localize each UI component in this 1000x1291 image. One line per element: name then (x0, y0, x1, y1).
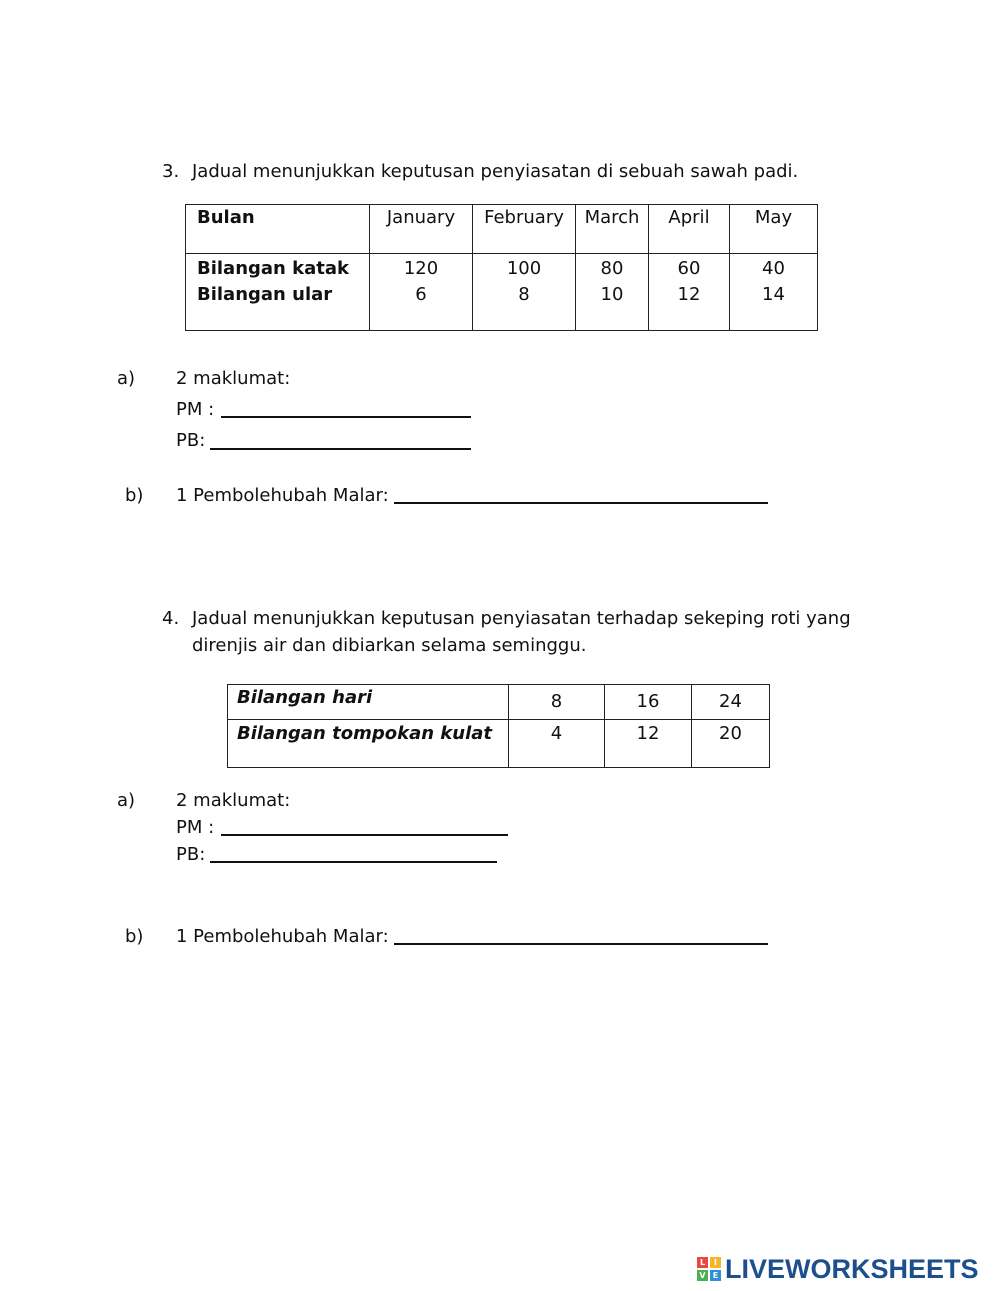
q3-ular-value: 14 (762, 284, 785, 305)
q3-a-text: 2 maklumat: (176, 368, 291, 389)
q3-header-label: Bulan (186, 205, 370, 254)
q3-katak-value: 100 (506, 258, 542, 279)
q3-pb-answer-field[interactable] (210, 448, 471, 450)
q4-b-text: 1 Pembolehubah Malar: (176, 926, 389, 947)
q3-katak-value: 120 (403, 258, 439, 279)
q3-data-cell (473, 254, 576, 331)
logo-mark-icon (697, 1257, 721, 1281)
q3-pm-label: PM : (176, 399, 215, 420)
q3-pb-label: PB: (176, 430, 206, 451)
q4-a-label: a) (117, 790, 136, 811)
q4-number: 4. (162, 608, 180, 629)
q3-ular-value: 12 (677, 284, 701, 305)
q3-data-cell (576, 254, 649, 331)
q3-pm-answer-field[interactable] (221, 416, 471, 418)
q3-katak-value: 40 (762, 258, 785, 279)
q4-pm-label: PM : (176, 817, 215, 838)
q4-hari-value: 24 (692, 685, 770, 720)
q4-hari-value: 16 (605, 685, 692, 720)
q3-table (185, 204, 818, 331)
q4-hari-value: 8 (509, 685, 605, 720)
q3-ular-value: 10 (600, 284, 624, 305)
q4-question-line2: direnjis air dan dibiarkan selama seminggu. (192, 635, 587, 656)
q4-b-label: b) (125, 926, 144, 947)
q4-kulat-value: 20 (692, 720, 770, 768)
logo-letter: I (710, 1257, 721, 1268)
q4-malar-answer-field[interactable] (394, 943, 768, 945)
q3-ular-value: 6 (415, 284, 427, 305)
logo-letter: L (697, 1257, 708, 1268)
q4-row2-label: Bilangan tompokan kulat (228, 720, 509, 768)
q3-data-cell (730, 254, 818, 331)
q3-row1-label: Bilangan katak (197, 258, 349, 279)
q3-ular-value: 8 (518, 284, 530, 305)
q4-pm-answer-field[interactable] (221, 834, 508, 836)
q4-kulat-value: 4 (509, 720, 605, 768)
q4-a-text: 2 maklumat: (176, 790, 291, 811)
q3-month: January (370, 205, 473, 254)
q3-row-labels (186, 254, 370, 331)
q3-malar-answer-field[interactable] (394, 502, 768, 504)
q3-data-cell (649, 254, 730, 331)
q3-month: March (576, 205, 649, 254)
q3-b-label: b) (125, 485, 144, 506)
q3-row2-label: Bilangan ular (197, 284, 333, 305)
q3-b-text: 1 Pembolehubah Malar: (176, 485, 389, 506)
q4-kulat-value: 12 (605, 720, 692, 768)
q3-month: February (473, 205, 576, 254)
q4-row1-label: Bilangan hari (228, 685, 509, 720)
q3-month: May (730, 205, 818, 254)
q3-katak-value: 60 (677, 258, 701, 279)
q3-number: 3. (162, 161, 180, 182)
logo-letter: V (697, 1270, 708, 1281)
q4-question-line1: Jadual menunjukkan keputusan penyiasatan terhadap sekeping roti yang (192, 608, 851, 629)
liveworksheets-logo (697, 1254, 979, 1284)
q4-table (227, 684, 770, 768)
q3-data-cell (370, 254, 473, 331)
q4-pb-answer-field[interactable] (210, 861, 497, 863)
q3-katak-value: 80 (600, 258, 624, 279)
q4-pb-label: PB: (176, 844, 206, 865)
q3-question-text: Jadual menunjukkan keputusan penyiasatan di sebuah sawah padi. (192, 161, 799, 182)
logo-text: LIVEWORKSHEETS (725, 1253, 979, 1284)
q3-a-label: a) (117, 368, 136, 389)
logo-letter: E (710, 1270, 721, 1281)
q3-month: April (649, 205, 730, 254)
